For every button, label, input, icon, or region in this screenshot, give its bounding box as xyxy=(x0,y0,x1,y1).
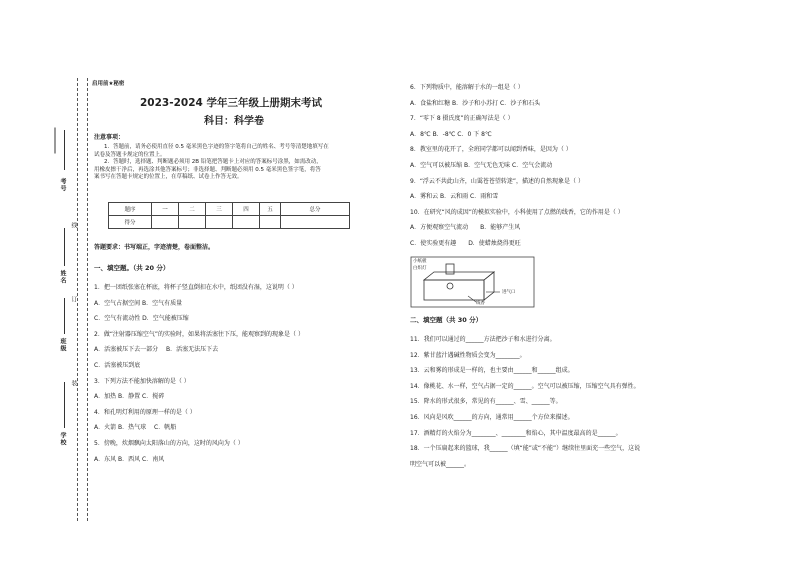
exam-title: 2023-2024 学年三年级上册期末考试 xyxy=(140,97,322,109)
question-line: C．活塞被压到底 xyxy=(94,361,141,369)
figure-label-inlet: 进气口 xyxy=(502,290,516,295)
margin-side-bind: 订 xyxy=(70,296,77,303)
section1-questions xyxy=(94,280,304,467)
right-questions xyxy=(410,80,624,252)
question-line: 4．和孔明灯利用的原理一样的是（ ） xyxy=(94,408,196,416)
question-line: 11．我们可以通过的______方法把沙子和水进行分离。 xyxy=(410,336,556,343)
margin-label-exam-number: 考号 xyxy=(59,178,66,192)
score-input-cell[interactable] xyxy=(179,216,206,229)
notes-line: 1．答题前，请务必使用直径 0.5 毫米黑色字迹的签字笔将自己的姓名、考号等清楚地填写在 xyxy=(104,144,329,150)
score-cell: 二 xyxy=(179,203,206,216)
question-line: A．火箭 B．热气球 C．帆船 xyxy=(94,424,177,432)
question-line: A．8℃ B．-8℃ C．0 下 8℃ xyxy=(410,130,492,138)
section2-questions xyxy=(410,332,640,472)
score-cell: 四 xyxy=(233,203,260,216)
question-line: 6．下列物质中，能溶解于水的一组是（ ） xyxy=(410,84,524,91)
score-table xyxy=(108,202,350,229)
score-cell: 一 xyxy=(152,203,179,216)
secret-mark: 启用前★秘密 xyxy=(92,81,125,87)
question-line: 2．做“注射器压缩空气”的实验时，如果将活塞往下压，能观察到的现象是（ ） xyxy=(94,330,304,338)
notes-block xyxy=(94,144,329,182)
section2-heading: 二、填空题（共 30 分） xyxy=(410,316,483,324)
question-line: 10．在研究“风的成因”的模拟实验中，小科使用了点燃的线香，它的作用是（ ） xyxy=(410,208,624,216)
question-line: 明空气可以被______。 xyxy=(410,460,471,468)
question-line: 8．教室里的花开了，全班同学都可以闻到香味，是因为（ ） xyxy=(410,146,572,154)
figure-label-cardboard: 小纸板 xyxy=(413,259,427,264)
question-line: A．空气可以被压缩 B．空气无色无味 C．空气会流动 xyxy=(410,161,553,169)
question-line: A．活塞被压下去一部分 B．活塞无法压下去 xyxy=(94,346,219,354)
section1-heading: 一、填空题。（共 20 分） xyxy=(94,264,170,272)
binding-line-inner xyxy=(87,78,88,521)
wind-experiment-figure xyxy=(410,256,535,308)
margin-label-school: 学校 xyxy=(59,432,66,446)
answer-requirement: 答题要求：书写端正，字迹清楚，卷面整洁。 xyxy=(94,244,215,251)
question-line: 14．像桃花、水一样，空气占据一定的______。空气可以被压缩，压缩空气具有弹性。 xyxy=(410,382,640,390)
score-cell: 题序 xyxy=(109,203,152,216)
blank-class xyxy=(64,298,65,334)
margin-label-class: 班级 xyxy=(59,338,66,352)
score-cell: 总分 xyxy=(281,203,350,216)
notes-line: 试卷及答题卡规定的位置上。 xyxy=(94,151,166,158)
question-line: 1．把一团纸张塞在杯底，将杯子竖直倒扣在水中，纸团没有湿，这说明（ ） xyxy=(94,284,298,291)
margin-label-name: 姓名 xyxy=(59,270,66,284)
question-line: 13．云和雾的形成是一样的，也主要由______和______组成。 xyxy=(410,367,574,375)
question-line: 17．酒精灯的火焰分为________、________和焰心，其中温度最高的是______。 xyxy=(410,429,622,437)
question-line: 12．紫甘蓝汁遇碱性物质会变为________。 xyxy=(410,351,526,359)
question-line: C．空气有流动性 D．空气能被压缩 xyxy=(94,315,189,323)
question-line: C．使实验更有趣 D．使蜡烛烧得更旺 xyxy=(410,239,521,247)
question-line: 15．降水的形式很多，常见的有______、雪、______等。 xyxy=(410,398,562,406)
score-table-row xyxy=(109,216,350,229)
question-line: A．食盐和红糖 B．沙子和小苏打 C．沙子和石头 xyxy=(410,99,541,107)
score-cell: 三 xyxy=(206,203,233,216)
question-line: 16．风向是风吹______的方向，通常用______个方位来描述。 xyxy=(410,413,574,421)
notes-heading: 注意事项： xyxy=(94,134,125,141)
score-input-cell[interactable] xyxy=(206,216,233,229)
notes-line: 2．答题时，选择题、判断题必须用 2B 铅笔把答题卡上对应的答案标号涂黑，如需改动， xyxy=(104,159,322,165)
question-line: A．雾和云 B．云和雨 C．雨和雪 xyxy=(410,193,499,201)
score-input-cell[interactable] xyxy=(233,216,260,229)
score-input-cell[interactable] xyxy=(260,216,281,229)
question-line: 7．“零下 8 摄氏度”的正确写法是（ ） xyxy=(410,115,514,123)
notes-line: 用橡皮擦干净后，再选涂其他答案标号；非选择题、判断题必须用 0.5 毫米黑色签字笔，将答 xyxy=(94,166,321,173)
question-line: 9．“浮云不共此山齐，山霭苍苍望转迷”，描述的自然现象是（ ） xyxy=(410,177,584,185)
margin-side-pack: 装 xyxy=(70,380,77,387)
blank-exam-number xyxy=(64,130,65,170)
figure-label-lamp: 白炽灯 xyxy=(413,266,427,271)
margin-side-line: 线 xyxy=(70,222,77,229)
blank-school xyxy=(64,382,65,428)
question-line: 18．一个压扁起来的篮球，我______（填“能”或“不能”）继续往里面充一些空气，这说 xyxy=(410,445,641,453)
question-line: 3．下列方法不能加快溶解的是（ ） xyxy=(94,377,190,385)
question-line: A．空气占据空间 B．空气有质量 xyxy=(94,299,183,307)
question-line: A．东风 B．西风 C．南风 xyxy=(94,455,165,463)
margin-blank-1 xyxy=(55,128,56,154)
score-input-cell[interactable] xyxy=(281,216,350,229)
question-line: A．方便观察空气流动 B．能够产生风 xyxy=(410,224,521,232)
score-row-label: 得分 xyxy=(109,216,152,229)
score-input-cell[interactable] xyxy=(152,216,179,229)
blank-name xyxy=(64,228,65,266)
score-cell: 五 xyxy=(260,203,281,216)
notes-line: 案书写在答题卡规定的位置上，在草稿纸、试卷上作答无效。 xyxy=(94,174,243,180)
score-table-header xyxy=(109,203,350,216)
question-line: A．加热 B．静置 C．搅碎 xyxy=(94,393,165,401)
figure-label-incense: 线香 xyxy=(476,301,485,306)
question-line: 5．傍晚，炊烟飘向太阳落山的方向，这时的风向为（ ） xyxy=(94,439,244,447)
exam-subject: 科目：科学卷 xyxy=(204,116,264,127)
wind-box-diagram xyxy=(410,256,535,308)
